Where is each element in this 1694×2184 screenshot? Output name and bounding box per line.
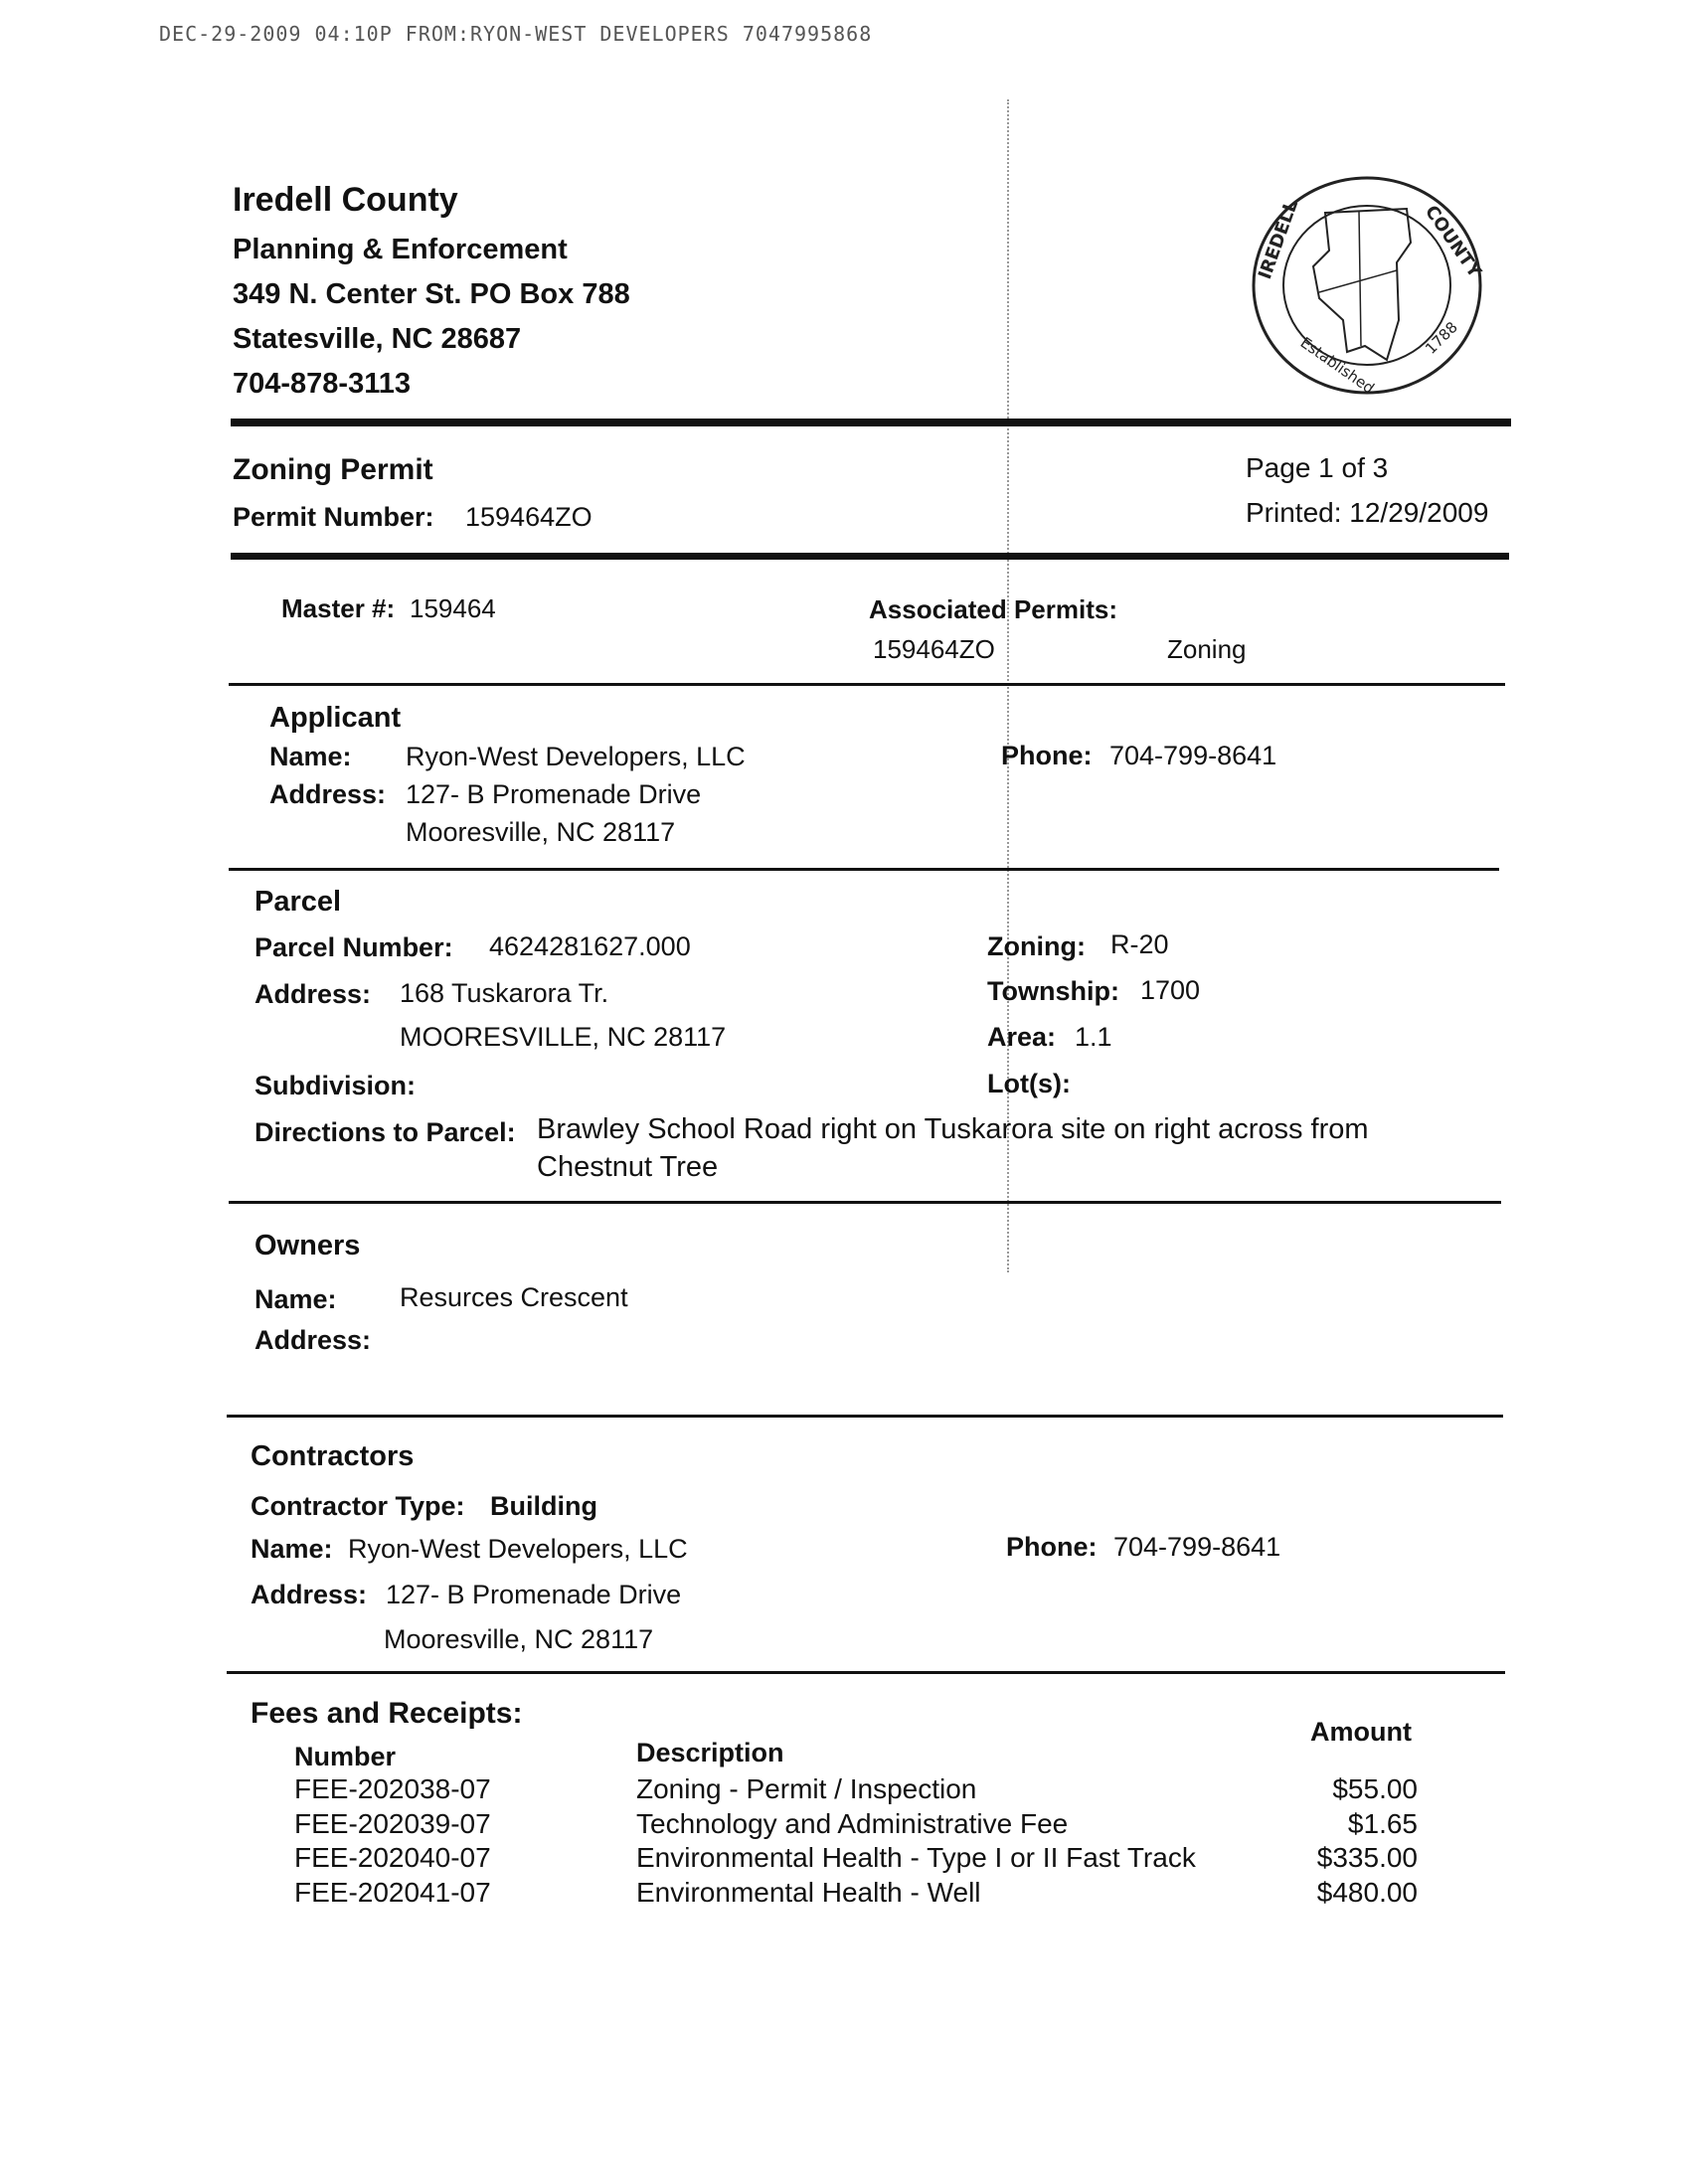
fees-heading: Fees and Receipts: <box>251 1697 523 1730</box>
contractor-address-label: Address: <box>251 1580 368 1609</box>
owner-address-label: Address: <box>254 1325 372 1355</box>
township-value: 1700 <box>1140 975 1201 1005</box>
area-value: 1.1 <box>1075 1022 1112 1052</box>
parcel-number-label: Parcel Number: <box>254 932 453 962</box>
associated-permit-type: Zoning <box>1167 634 1247 664</box>
directions-label: Directions to Parcel: <box>254 1117 516 1147</box>
permit-title: Zoning Permit <box>233 453 433 486</box>
master-value: 159464 <box>410 593 496 623</box>
fees-col-number: Number <box>294 1742 397 1771</box>
fee-amount: $335.00 <box>1316 1842 1418 1873</box>
fee-number: FEE-202038-07 <box>294 1773 491 1804</box>
applicant-address1: 127- B Promenade Drive <box>406 779 702 809</box>
zoning-label: Zoning: <box>987 931 1086 961</box>
svg-text:IREDELL: IREDELL <box>1254 197 1303 282</box>
subdivision-label: Subdivision: <box>254 1071 416 1100</box>
section-rule <box>227 1415 1503 1418</box>
zoning-value: R-20 <box>1110 929 1169 959</box>
fax-header: DEC-29-2009 04:10P FROM:RYON-WEST DEVELOPERS 7047995868 <box>159 22 873 46</box>
contractor-name-label: Name: <box>251 1534 333 1564</box>
contractor-phone-label: Phone: <box>1006 1532 1098 1562</box>
fees-col-amount: Amount <box>1310 1717 1412 1747</box>
fee-amount: $480.00 <box>1316 1876 1418 1908</box>
section-rule <box>227 1671 1505 1674</box>
section-rule <box>229 868 1499 871</box>
fee-row <box>0 1877 1694 1911</box>
parcel-address-label: Address: <box>254 979 372 1009</box>
directions-line2: Chestnut Tree <box>537 1151 719 1183</box>
applicant-phone-label: Phone: <box>1001 741 1093 770</box>
permit-rule <box>231 553 1509 560</box>
permit-number-label: Permit Number: <box>233 502 434 532</box>
township-label: Township: <box>987 976 1119 1006</box>
section-rule <box>229 1201 1501 1204</box>
applicant-phone: 704-799-8641 <box>1109 741 1277 770</box>
master-label: Master #: <box>281 593 396 623</box>
owner-name-label: Name: <box>254 1284 337 1314</box>
fee-number: FEE-202041-07 <box>294 1876 491 1908</box>
header-rule <box>231 419 1511 426</box>
page-indicator: Page 1 of 3 <box>1246 452 1389 483</box>
associated-permit-number: 159464ZO <box>873 634 995 664</box>
applicant-name-label: Name: <box>269 742 352 771</box>
contractor-type-label: Contractor Type: <box>251 1491 465 1521</box>
parcel-address2: MOORESVILLE, NC 28117 <box>400 1022 727 1052</box>
applicant-heading: Applicant <box>269 702 402 734</box>
agency-name: Iredell County <box>233 181 458 219</box>
contractor-type: Building <box>490 1491 597 1521</box>
fees-col-description: Description <box>636 1738 784 1767</box>
contractor-name: Ryon-West Developers, LLC <box>348 1534 688 1564</box>
fee-row <box>0 1773 1694 1807</box>
svg-text:1788: 1788 <box>1422 318 1461 358</box>
applicant-address-label: Address: <box>269 779 387 809</box>
fee-number: FEE-202040-07 <box>294 1842 491 1873</box>
svg-text:COUNTY: COUNTY <box>1420 201 1486 282</box>
owners-heading: Owners <box>254 1230 361 1261</box>
contractor-address1: 127- B Promenade Drive <box>386 1580 682 1609</box>
fee-number: FEE-202039-07 <box>294 1807 491 1839</box>
printed-date: Printed: 12/29/2009 <box>1246 497 1489 528</box>
fee-amount: $1.65 <box>1347 1807 1418 1839</box>
applicant-address2: Mooresville, NC 28117 <box>406 817 676 847</box>
owner-name: Resurces Crescent <box>400 1282 628 1312</box>
agency-street: 349 N. Center St. PO Box 788 <box>233 278 630 310</box>
fee-description: Environmental Health - Type I or II Fast Track <box>636 1842 1196 1873</box>
agency-city: Statesville, NC 28687 <box>233 323 522 355</box>
fee-description: Environmental Health - Well <box>636 1876 981 1908</box>
associated-permits-label: Associated Permits: <box>869 594 1117 624</box>
fee-description: Zoning - Permit / Inspection <box>636 1773 977 1804</box>
agency-dept: Planning & Enforcement <box>233 234 568 265</box>
fee-amount: $55.00 <box>1332 1773 1418 1804</box>
directions-line1: Brawley School Road right on Tuskarora site on right across from <box>537 1113 1369 1145</box>
area-label: Area: <box>987 1022 1057 1052</box>
parcel-number: 4624281627.000 <box>489 931 691 961</box>
contractor-address2: Mooresville, NC 28117 <box>384 1624 654 1654</box>
applicant-name: Ryon-West Developers, LLC <box>406 742 746 771</box>
svg-text:Established: Established <box>1296 333 1378 398</box>
lots-label: Lot(s): <box>987 1069 1071 1098</box>
county-seal-icon <box>1248 171 1486 400</box>
section-rule <box>229 683 1505 686</box>
parcel-heading: Parcel <box>254 886 342 918</box>
agency-phone: 704-878-3113 <box>233 368 411 400</box>
fee-row <box>0 1842 1694 1876</box>
contractor-phone: 704-799-8641 <box>1113 1532 1281 1562</box>
fee-description: Technology and Administrative Fee <box>636 1807 1069 1839</box>
parcel-address1: 168 Tuskarora Tr. <box>400 978 609 1008</box>
contractors-heading: Contractors <box>251 1440 415 1472</box>
fee-row <box>0 1808 1694 1842</box>
permit-number: 159464ZO <box>465 502 593 532</box>
